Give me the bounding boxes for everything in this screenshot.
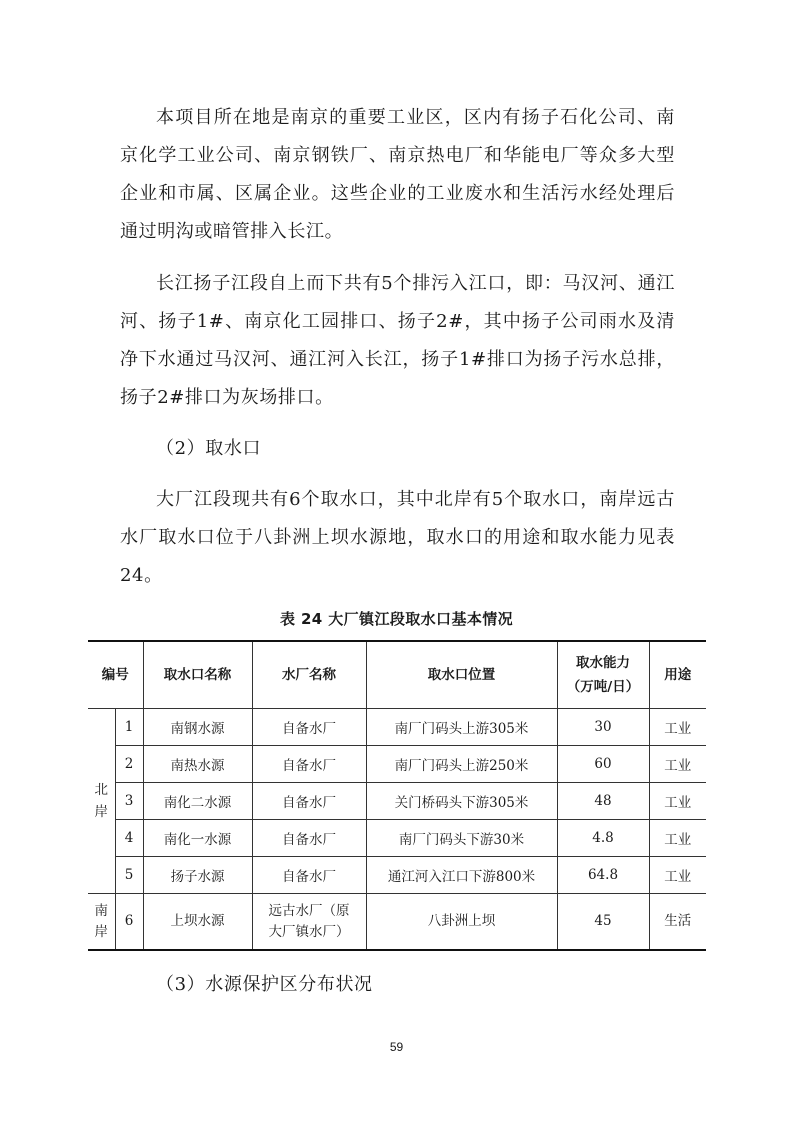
paragraph-industrial-zone: 本项目所在地是南京的重要工业区，区内有扬子石化公司、南京化学工业公司、南京钢铁厂、南京热电厂和华能电厂等众多大型企业和市属、区属企业。这些企业的工业废水和生活污水经处理后通过明沟或暗管排入长江。	[120, 107, 675, 242]
cell-no: 1	[115, 709, 143, 746]
cell-capacity: 30	[557, 709, 649, 746]
cell-plant: 自备水厂	[252, 709, 366, 746]
cell-capacity: 64.8	[557, 857, 649, 894]
table-header-row	[88, 641, 706, 709]
table-row	[88, 894, 706, 951]
cell-no: 6	[115, 894, 143, 951]
cell-location: 通江河入江口下游800米	[366, 857, 557, 894]
cell-name: 南化二水源	[143, 783, 252, 820]
group-south-bank: 南 岸	[88, 894, 115, 951]
cell-location: 南厂门码头上游305米	[366, 709, 557, 746]
header-intake-name: 取水口名称	[143, 641, 252, 709]
page-number: 59	[389, 1040, 404, 1054]
header-capacity: 取水能力 （万吨/日）	[557, 641, 649, 709]
table-caption: 表 24 大厂镇江段取水口基本情况	[279, 610, 514, 628]
cell-no: 3	[115, 783, 143, 820]
cell-location: 关门桥码头下游305米	[366, 783, 557, 820]
cell-no: 2	[115, 746, 143, 783]
table-row	[88, 857, 706, 894]
cell-location: 南厂门码头下游30米	[366, 820, 557, 857]
cell-location: 南厂门码头上游250米	[366, 746, 557, 783]
table-row	[88, 709, 706, 746]
cell-use: 生活	[649, 894, 706, 951]
header-plant-name: 水厂名称	[252, 641, 366, 709]
paragraph-intakes: 大厂江段现共有6个取水口，其中北岸有5个取水口，南岸远古水厂取水口位于八卦洲上坝水源地，取水口的用途和取水能力见表24。	[120, 489, 675, 586]
cell-plant: 自备水厂	[252, 820, 366, 857]
section-heading-intakes: （2）取水口	[156, 438, 262, 459]
cell-name: 南钢水源	[143, 709, 252, 746]
cell-use: 工业	[649, 746, 706, 783]
cell-name: 南化一水源	[143, 820, 252, 857]
cell-plant: 远古水厂（原大厂镇水厂）	[252, 894, 366, 951]
cell-plant: 自备水厂	[252, 857, 366, 894]
cell-use: 工业	[649, 857, 706, 894]
cell-use: 工业	[649, 820, 706, 857]
cell-name: 南热水源	[143, 746, 252, 783]
cell-capacity: 4.8	[557, 820, 649, 857]
section-heading-protection-zones: （3）水源保护区分布状况	[156, 974, 373, 995]
cell-capacity: 48	[557, 783, 649, 820]
group-north-bank: 北 岸	[88, 709, 115, 894]
cell-name: 扬子水源	[143, 857, 252, 894]
header-use: 用途	[649, 641, 706, 709]
cell-plant: 自备水厂	[252, 746, 366, 783]
cell-location: 八卦洲上坝	[366, 894, 557, 951]
cell-capacity: 60	[557, 746, 649, 783]
cell-use: 工业	[649, 709, 706, 746]
cell-capacity: 45	[557, 894, 649, 951]
intake-table	[88, 640, 706, 951]
cell-plant: 自备水厂	[252, 783, 366, 820]
table-row	[88, 783, 706, 820]
header-location: 取水口位置	[366, 641, 557, 709]
table-row	[88, 820, 706, 857]
cell-name: 上坝水源	[143, 894, 252, 951]
table-row	[88, 746, 706, 783]
header-number: 编号	[88, 641, 143, 709]
cell-use: 工业	[649, 783, 706, 820]
cell-no: 5	[115, 857, 143, 894]
cell-no: 4	[115, 820, 143, 857]
paragraph-outfalls: 长江扬子江段自上而下共有5个排污入江口，即：马汉河、通江河、扬子1#、南京化工园排口、扬子2#，其中扬子公司雨水及清净下水通过马汉河、通江河入长江，扬子1#排口为扬子污水总排，扬子2#排口为灰场排口。	[120, 273, 675, 408]
